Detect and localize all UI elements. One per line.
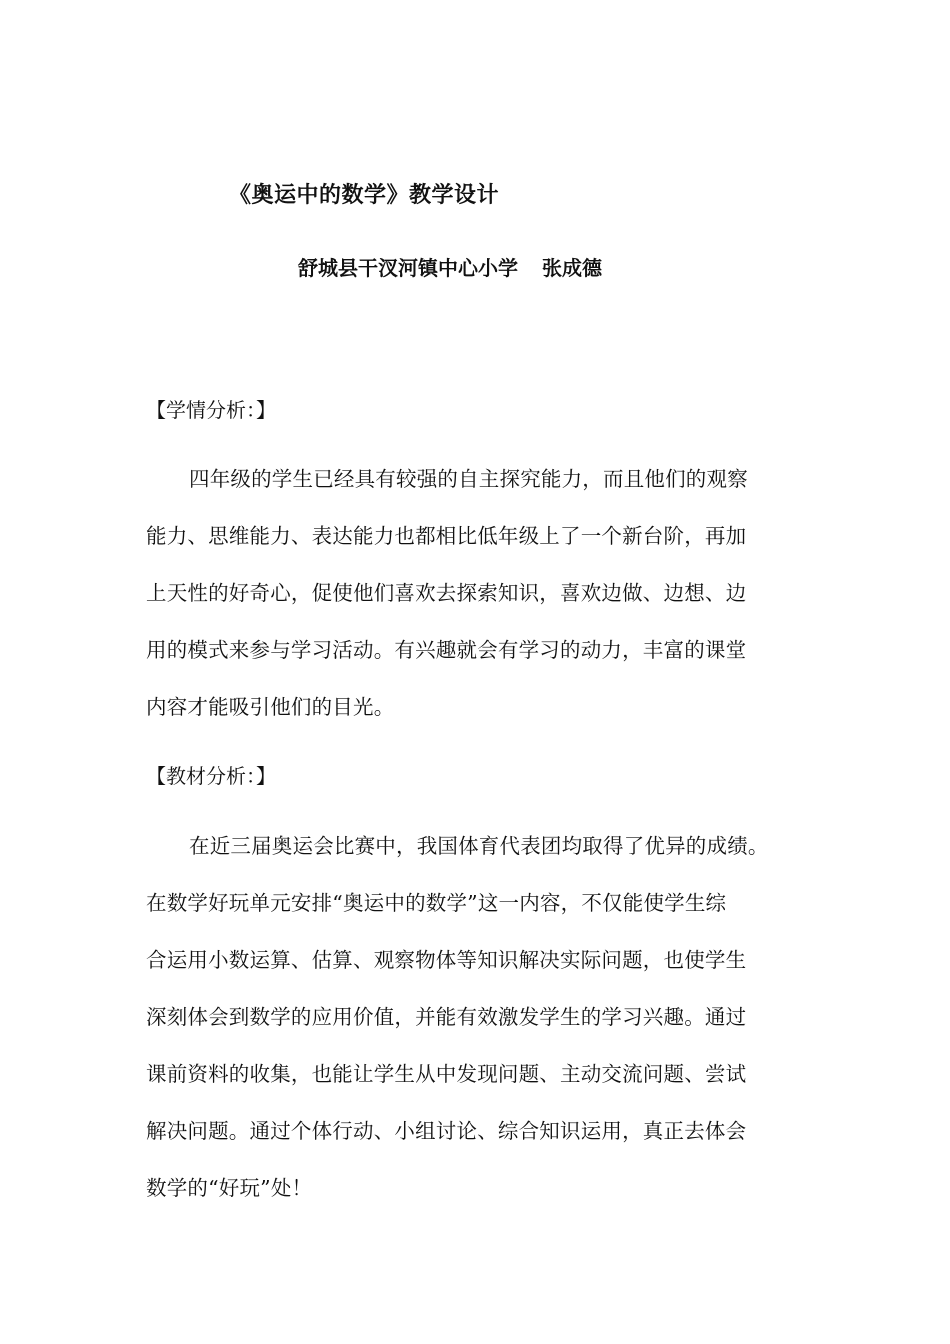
author-line [298,252,602,281]
author-school: 舒城县干汊河镇中心小学 [298,256,518,280]
paragraph-line: 在数学好玩单元安排“奥运中的数学”这一内容，不仅能使学生综 [146,891,727,915]
paragraph-line: 能力、思维能力、表达能力也都相比低年级上了一个新台阶，再加 [146,524,747,548]
document-title: 《奥运中的数学》教学设计 [229,183,500,208]
paragraph-line: 深刻体会到数学的应用价值，并能有效激发学生的学习兴趣。通过 [146,1005,747,1029]
author-name: 张成德 [542,256,602,280]
paragraph-line: 上天性的好奇心，促使他们喜欢去探索知识，喜欢边做、边想、边 [146,581,747,605]
paragraph-line: 数学的“好玩”处！ [146,1176,313,1200]
paragraph-line: 四年级的学生已经具有较强的自主探究能力，而且他们的观察 [189,467,748,491]
section-heading-learning-analysis: 【学情分析：】 [146,398,276,422]
paragraph-line: 合运用小数运算、估算、观察物体等知识解决实际问题，也使学生 [146,948,747,972]
paragraph-line: 用的模式来参与学习活动。有兴趣就会有学习的动力，丰富的课堂 [146,638,747,662]
paragraph-line: 课前资料的收集，也能让学生从中发现问题、主动交流问题、尝试 [146,1062,747,1086]
paragraph-line: 解决问题。通过个体行动、小组讨论、综合知识运用，真正去体会 [146,1119,747,1143]
section-heading-material-analysis: 【教材分析：】 [146,764,276,788]
paragraph-line: 内容才能吸引他们的目光。 [146,695,395,719]
paragraph-line: 在近三届奥运会比赛中，我国体育代表团均取得了优异的成绩。 [189,834,769,858]
